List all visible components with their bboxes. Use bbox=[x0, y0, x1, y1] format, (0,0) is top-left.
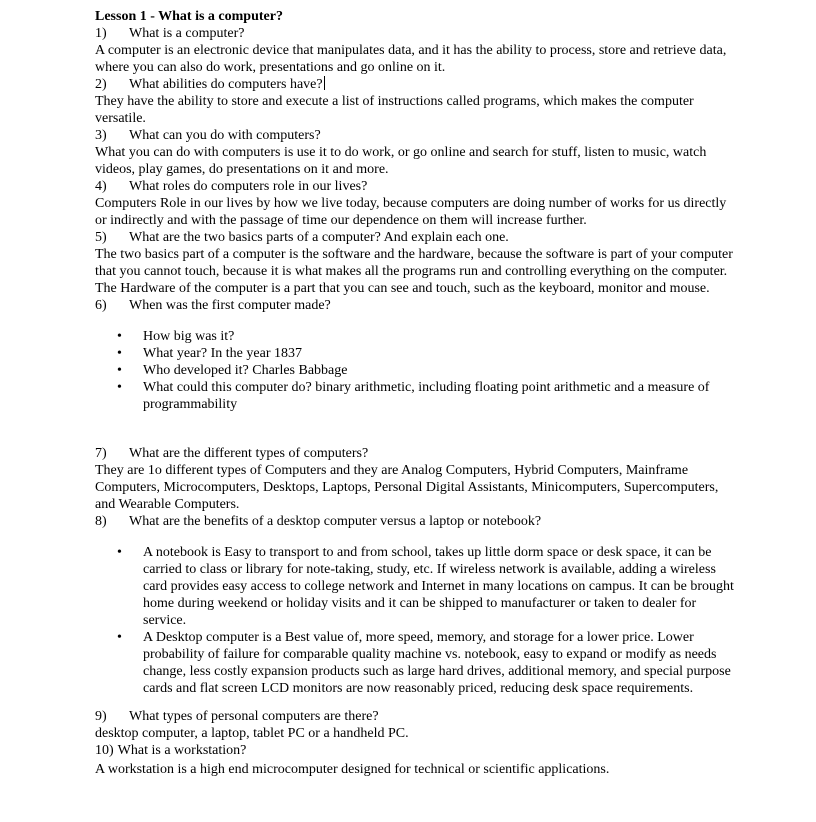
answer-1: A computer is an electronic device that manipulates data, and it has the ability to process, store and retrieve data, where you can also do work, presentations and go online on it. bbox=[95, 43, 727, 75]
bullet-list-6 bbox=[95, 328, 735, 413]
question-text: What roles do computers role in our lives? bbox=[129, 179, 368, 194]
question-3 bbox=[95, 127, 735, 144]
spacer bbox=[95, 413, 735, 445]
list-item: • How big was it? bbox=[95, 328, 735, 345]
question-6 bbox=[95, 297, 735, 314]
question-text: What are the two basics parts of a computer? And explain each one. bbox=[129, 230, 509, 245]
question-text: What are the benefits of a desktop computer versus a laptop or notebook? bbox=[129, 514, 542, 529]
answer-9: desktop computer, a laptop, tablet PC or a handheld PC. bbox=[95, 726, 409, 741]
answer-7: They are 1o different types of Computers and they are Analog Computers, Hybrid Computers, Mainframe Computers, Microcomputers, Desktops, Laptops, Personal Digital Assistants, Minicomputers, Supercomputers, and Wearable Computers. bbox=[95, 463, 719, 512]
list-item: • What year? In the year 1837 bbox=[95, 345, 735, 362]
question-number: 6) bbox=[95, 298, 107, 313]
bullet-list-8 bbox=[95, 544, 735, 697]
question-4 bbox=[95, 178, 735, 195]
spacer bbox=[95, 530, 735, 544]
question-number: 7) bbox=[95, 446, 107, 461]
question-text: What can you do with computers? bbox=[129, 128, 321, 143]
question-text: When was the first computer made? bbox=[129, 298, 331, 313]
question-2 bbox=[95, 76, 735, 93]
question-number: 10) bbox=[95, 743, 114, 758]
question-text: What is a computer? bbox=[129, 26, 245, 41]
question-5 bbox=[95, 229, 735, 246]
answer-3: What you can do with computers is use it to do work, or go online and search for stuff, listen to music, watch videos, play games, do presentations on it and more. bbox=[95, 145, 707, 177]
list-item: • A Desktop computer is a Best value of, more speed, memory, and storage for a lower price. Lower probability of failure for comparable quality machine vs. notebook, easy to expand or modify as needs change, less costly expansion products such as large hard drives, additional memory, and special purpose cards and flat screen LCD monitors are now reasonably priced, reducing desk space requirements. bbox=[95, 629, 735, 697]
question-text: What types of personal computers are there? bbox=[129, 709, 379, 724]
question-number: 1) bbox=[95, 26, 107, 41]
question-text: What abilities do computers have? bbox=[129, 77, 323, 92]
question-number: 8) bbox=[95, 514, 107, 529]
document-page bbox=[95, 8, 735, 778]
question-7 bbox=[95, 445, 735, 462]
lesson-title: Lesson 1 - What is a computer? bbox=[95, 9, 283, 24]
spacer bbox=[95, 697, 735, 708]
text-cursor bbox=[324, 76, 325, 90]
question-10 bbox=[95, 742, 735, 759]
question-number: 2) bbox=[95, 77, 107, 92]
answer-4: Computers Role in our lives by how we live today, because computers are doing number of works for us directly or indirectly and with the passage of time our dependence on them will increase further. bbox=[95, 196, 727, 228]
question-9 bbox=[95, 708, 735, 725]
question-number: 3) bbox=[95, 128, 107, 143]
list-item: • What could this computer do? binary arithmetic, including floating point arithmetic and a measure of programmability bbox=[95, 379, 735, 413]
question-number: 5) bbox=[95, 230, 107, 245]
answer-2: They have the ability to store and execute a list of instructions called programs, which makes the computer versatile. bbox=[95, 94, 694, 126]
answer-10: A workstation is a high end microcomputer designed for technical or scientific applications. bbox=[95, 762, 610, 777]
answer-5: The two basics part of a computer is the software and the hardware, because the software is part of your computer that you cannot touch, because it is what makes all the programs run and controlling everything on the computer. The Hardware of the computer is a part that you can see and touch, such as the keyboard, monitor and mouse. bbox=[95, 247, 733, 296]
spacer bbox=[95, 314, 735, 328]
list-item: • Who developed it? Charles Babbage bbox=[95, 362, 735, 379]
question-number: 4) bbox=[95, 179, 107, 194]
question-text: What are the different types of computers? bbox=[129, 446, 369, 461]
question-1 bbox=[95, 25, 735, 42]
question-8 bbox=[95, 513, 735, 530]
question-number: 9) bbox=[95, 709, 107, 724]
list-item: • A notebook is Easy to transport to and from school, takes up little dorm space or desk space, it can be carried to class or library for note-taking, study, etc. If wireless network is available, adding a wireless card provides easy access to college network and Internet in many locations on campus. It can be brought home during weekend or holiday visits and it can be shipped to manufacturer or taken to dealer for service. bbox=[95, 544, 735, 629]
question-text: What is a workstation? bbox=[117, 743, 247, 758]
